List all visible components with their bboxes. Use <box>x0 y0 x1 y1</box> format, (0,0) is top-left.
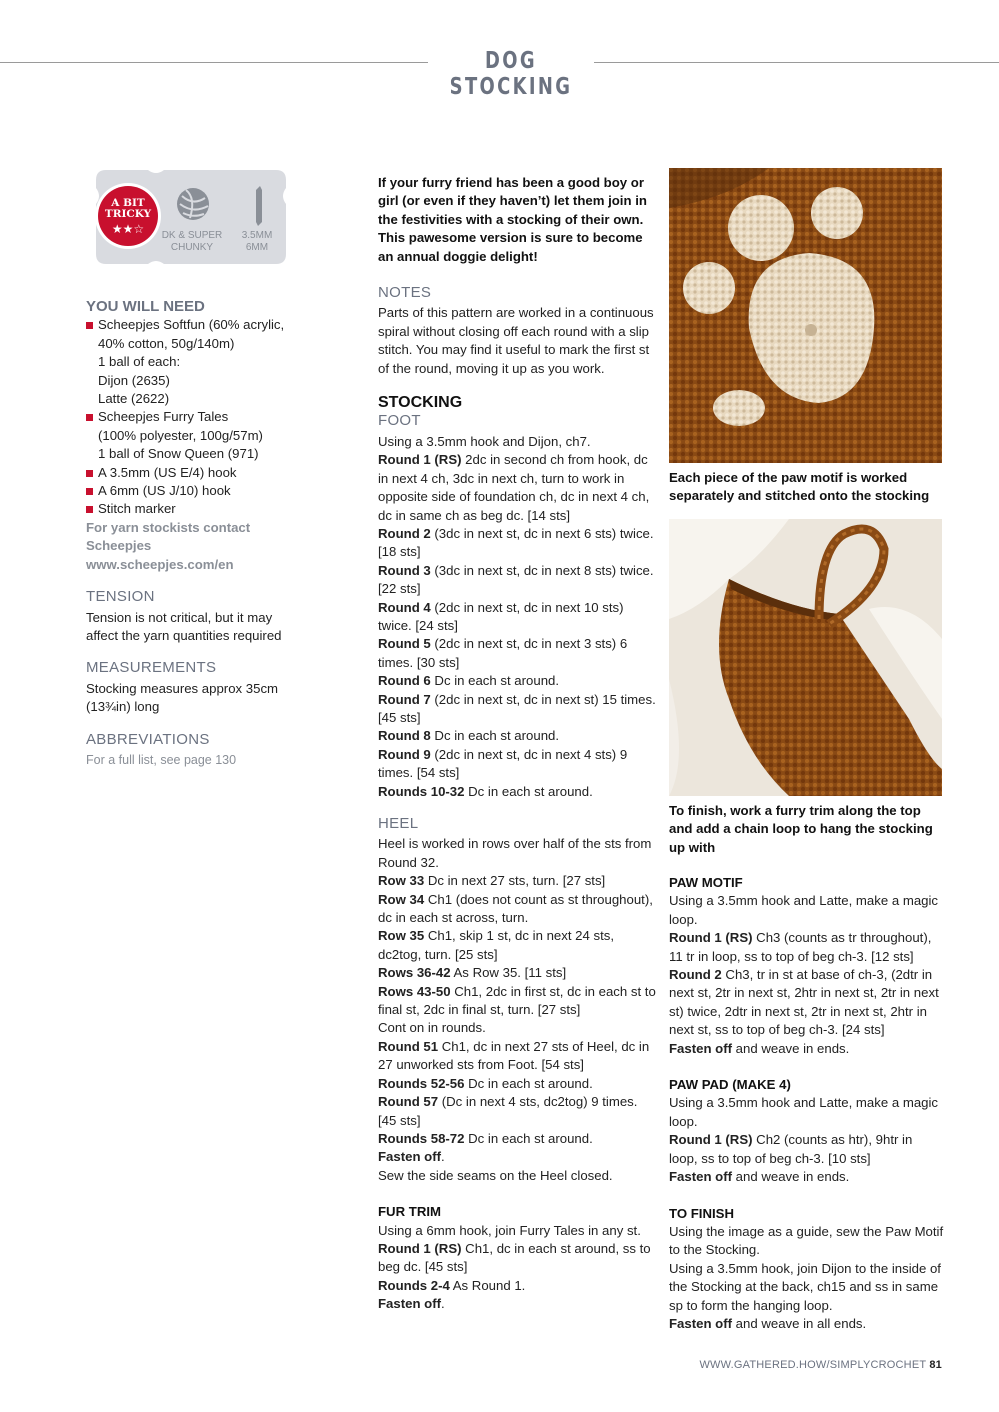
paw-pad-heading: PAW PAD (MAKE 4) <box>669 1077 791 1093</box>
list-item: Scheepjes Furry Tales <box>86 408 286 426</box>
list-item: A 6mm (US J/10) hook <box>86 482 286 500</box>
tension-text: Tension is not critical, but it may affect the yarn quantities required <box>86 609 282 643</box>
heel-intro: Heel is worked in rows over half of the sts from Round 32. <box>378 836 652 870</box>
page-number: 81 <box>929 1359 942 1371</box>
pattern-row: Round 3 (3dc in next st, dc in next 8 sts) twice. [22 sts] <box>378 562 654 597</box>
loop-photo-image <box>669 519 942 796</box>
pattern-row: Round 5 (2dc in next st, dc in next 3 sts) 6 times. [30 sts] <box>378 636 628 670</box>
pattern-row: Round 2 (3dc in next st, dc in next 6 sts) twice. [18 sts] <box>378 525 654 560</box>
foot-heading: FOOT <box>378 412 421 430</box>
heel-rows <box>378 872 656 1185</box>
list-item: 1 ball of Snow Queen (971) <box>98 446 259 462</box>
difficulty-stars: ★★☆ <box>111 222 145 236</box>
page-header <box>0 48 999 100</box>
pattern-row: Rounds 52-56 Dc in each st around. <box>378 1075 593 1091</box>
paw-motif-heading: PAW MOTIF <box>669 875 743 890</box>
page-title: DOG STOCKING <box>449 48 573 100</box>
pattern-row: Fasten off. <box>378 1149 445 1165</box>
pattern-row: Round 1 (RS) Ch3 (counts as tr throughout), 11 tr in loop, ss to top of beg ch-3. [12 sts] <box>669 930 932 964</box>
photo-caption-1: Each piece of the paw motif is worked separately and stitched onto the stocking <box>669 470 930 504</box>
to-finish-text-1: Using the image as a guide, sew the Paw Motif to the Stocking. <box>669 1223 944 1258</box>
difficulty-badge <box>86 168 291 268</box>
page-footer <box>699 1359 942 1371</box>
intro-text: If your furry friend has been a good boy or girl (or even if they haven’t) let them join in the festivities with a stocking of their own. This pawesome version is sure to become an annual doggie delight! <box>378 175 647 264</box>
pattern-row: Round 7 (2dc in next st, dc in next st) 15 times. [45 sts] <box>378 691 656 725</box>
to-finish-last: Fasten off and weave in all ends. <box>669 1315 867 1331</box>
pattern-row: Rounds 2-4 As Round 1. <box>378 1277 526 1293</box>
pattern-row: Round 2 Ch3, tr in st at base of ch-3, (2dtr in next st, 2tr in next st, 2htr in next st, 2tr in next st) twice, 2dtr in next st, 2tr in next st, 2htr in next st, ss to top of beg ch-3. [24 sts] <box>669 967 939 1038</box>
list-item: A 3.5mm (US E/4) hook <box>86 464 286 482</box>
fur-trim-intro: Using a 6mm hook, join Furry Tales in any st. <box>378 1222 641 1238</box>
paw-motif-intro: Using a 3.5mm hook and Latte, make a magic loop. <box>669 893 939 927</box>
hook-size-label: 3.5MM 6MM <box>241 230 273 253</box>
middle-column <box>378 174 656 1314</box>
pattern-row: Sew the side seams on the Heel closed. <box>378 1167 613 1183</box>
pattern-row: Row 35 Ch1, skip 1 st, dc in next 24 sts, dc2tog, turn. [25 sts] <box>378 928 615 962</box>
header-rule-right <box>594 62 999 63</box>
list-item: Dijon (2635) <box>98 372 170 388</box>
paw-pad-intro: Using a 3.5mm hook and Latte, make a magic loop. <box>669 1095 939 1129</box>
foot-rows <box>378 451 656 801</box>
abbreviations-text: For a full list, see page 130 <box>86 752 237 767</box>
abbreviations-heading: ABBREVIATIONS <box>86 730 210 748</box>
paw-photo-image <box>669 168 942 463</box>
header-rule-left <box>0 62 428 63</box>
paw-rows <box>669 929 944 1058</box>
tension-heading: TENSION <box>86 588 155 606</box>
pattern-row: Fasten off and weave in ends. <box>669 1040 850 1056</box>
list-item: Latte (2622) <box>98 391 170 407</box>
pattern-row: Round 6 Dc in each st around. <box>378 673 560 689</box>
pattern-row: Rows 36-42 As Row 35. [11 sts] <box>378 965 567 981</box>
pattern-row: Rounds 58-72 Dc in each st around. <box>378 1130 593 1146</box>
stocking-heading: STOCKING <box>378 394 463 412</box>
pattern-row: Cont on in rounds. <box>378 1020 486 1036</box>
fur-trim-heading: FUR TRIM <box>378 1204 441 1220</box>
pattern-row: Round 8 Dc in each st around. <box>378 728 560 744</box>
right-column <box>669 874 944 1333</box>
pattern-row: Row 34 Ch1 (does not count as st throughout), dc in each st across, turn. <box>378 891 653 926</box>
list-item: 1 ball of each: <box>98 354 181 370</box>
footer-url[interactable]: WWW.GATHERED.HOW/SIMPLYCROCHET <box>699 1359 927 1371</box>
pattern-row: Round 51 Ch1, dc in next 27 sts of Heel, dc in 27 unworked sts from Foot. [54 sts] <box>378 1038 650 1073</box>
you-will-need-heading: YOU WILL NEED <box>86 298 205 315</box>
stockist-link[interactable]: www.scheepjes.com/en <box>86 556 234 572</box>
to-finish-text-2: Using a 3.5mm hook, join Dijon to the inside of the Stocking at the back, ch15 and ss in same sp to form the hanging loop. <box>669 1260 941 1313</box>
stockist-contact: For yarn stockists contact Scheepjes www.scheepjes.com/en <box>86 519 286 574</box>
list-item: Scheepjes Softfun (60% acrylic, <box>86 316 286 334</box>
pattern-row: Round 57 (Dc in next 4 sts, dc2tog) 9 times. [45 sts] <box>378 1094 638 1128</box>
pattern-row: Round 1 (RS) Ch1, dc in each st around, ss to beg dc. [45 sts] <box>378 1240 651 1275</box>
pattern-row: Row 33 Dc in next 27 sts, turn. [27 sts] <box>378 873 606 889</box>
pattern-row: Round 4 (2dc in next st, dc in next 10 sts) twice. [24 sts] <box>378 599 624 633</box>
difficulty-label: A BIT TRICKY <box>104 197 152 220</box>
pad-rows <box>669 1131 944 1186</box>
list-item: 40% cotton, 50g/140m) <box>98 335 235 351</box>
pattern-row: Round 1 (RS) 2dc in second ch from hook, dc in next 4 ch, 3dc in next ch, turn to work in opposite side of foundation ch, dc in next 4 ch, dc in same ch as beg dc. [14 sts] <box>378 452 650 523</box>
foot-intro: Using a 3.5mm hook and Dijon, ch7. <box>378 433 591 449</box>
list-item: (100% polyester, 100g/57m) <box>98 427 263 443</box>
heel-heading: HEEL <box>378 815 419 832</box>
pattern-row: Fasten off and weave in ends. <box>669 1169 850 1185</box>
notes-text: Parts of this pattern are worked in a continuous spiral without closing off each round with a slip stitch. You may find it useful to mark the first st of the round, moving it up as you work. <box>378 305 654 376</box>
pattern-row: Round 9 (2dc in next st, dc in next 4 sts) 9 times. [54 sts] <box>378 746 628 781</box>
measurements-text: Stocking measures approx 35cm (13¾in) long <box>86 680 279 715</box>
to-finish-heading: TO FINISH <box>669 1205 734 1221</box>
paw-motif-photo <box>669 168 942 463</box>
pattern-row: Round 1 (RS) Ch2 (counts as htr), 9htr in loop, ss to top of beg ch-3. [10 sts] <box>669 1132 913 1166</box>
hook-icon <box>256 186 262 226</box>
list-item: Stitch marker <box>86 500 286 518</box>
yarn-weight-label: DK & SUPER CHUNKY <box>161 230 223 253</box>
measurements-heading: MEASUREMENTS <box>86 659 217 677</box>
photo-caption-2: To finish, work a furry trim along the top and add a chain loop to hang the stocking up with <box>669 803 933 855</box>
left-column <box>86 298 286 769</box>
pattern-row: Rows 43-50 Ch1, 2dc in first st, dc in each st to final st, 2dc in final st, turn. [27 sts] <box>378 983 656 1018</box>
fur-rows <box>378 1240 656 1314</box>
pattern-row: Rounds 10-32 Dc in each st around. <box>378 783 593 799</box>
hanging-loop-photo <box>669 519 942 796</box>
pattern-row: Fasten off. <box>378 1296 445 1312</box>
notes-heading: NOTES <box>378 284 432 302</box>
materials-list <box>86 316 286 518</box>
